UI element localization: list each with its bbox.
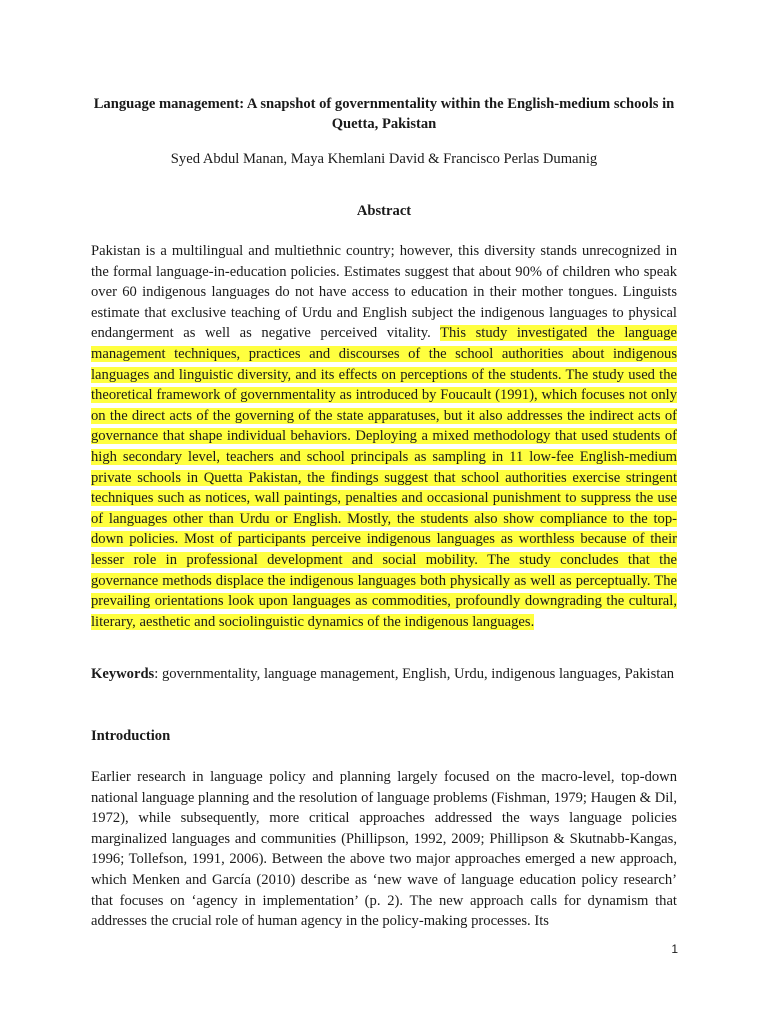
paper-title: Language management: A snapshot of governmentality within the English-medium schools in Quetta, Pakistan (93, 96, 675, 132)
introduction-heading: Introduction (91, 728, 171, 744)
page-number: 1 (671, 942, 678, 956)
introduction-paragraph: Earlier research in language policy and planning largely focused on the macro-level, top-down national language planning and the resolution of language problems (Fishman, 1979; Haugen & Dil, 1972), while subsequently, more critical approaches addressed the ways language policies marginalized languages and communities (Phillipson, 1992, 2009; Phillipson & Skutnabb-Kangas, 1996; Tollefson, 1991, 2006). Between the above two major approaches emerged a new approach, which Menken and García (2010) describe as ‘new wave of language education policy research’ that focuses on ‘agency in implementation’ (p. 2). The new approach calls for dynamism that addresses the crucial role of human agency in the policy-making processes. Its (91, 769, 677, 930)
keywords-text: : governmentality, language management, English, Urdu, indigenous languages, Pakistan (154, 666, 675, 682)
abstract-paragraph (91, 241, 677, 632)
abstract-highlighted-text: This study investigated the language management techniques, practices and discourses of the school authorities about indigenous languages and linguistic diversity, and its effects on perceptions of the students. The study used the theoretical framework of governmentality as introduced by Foucault (1991), which focuses not only on the direct acts of the governing of the state apparatuses, but it also addresses the indirect acts of governance that shape individual behaviors. Deploying a mixed methodology that used students of high secondary level, teachers and school principals as sampling in 11 low-fee English-medium private schools in Quetta Pakistan, the findings suggest that school authorities exercise stringent techniques such as notices, wall paintings, penalties and occasional punishment to suppress the use of languages other than Urdu or English. Mostly, the students also show compliance to the top-down policies. Most of participants perceive indigenous languages as worthless because of their lesser role in professional development and social mobility. The study concludes that the governance methods displace the indigenous languages both physically as well as perceptually. The prevailing orientations look upon languages as commodities, profoundly downgrading the cultural, literary, aesthetic and sociolinguistic dynamics of the indigenous languages. (91, 325, 677, 630)
keywords-paragraph (91, 664, 677, 685)
abstract-heading: Abstract (356, 203, 412, 219)
abstract-text: Pakistan is a multilingual and multiethnic country; however, this diversity stands unrecognized in the formal language-in-education policies. Estimates suggest that about 90% of children who speak over 60 indigenous languages do not have access to education in their mother tongues. Linguists estimate that exclusive teaching of Urdu and English subject the indigenous languages to physical endangerment as well as negative perceived vitality. (91, 243, 677, 342)
keywords-label: Keywords (91, 666, 155, 682)
paper-authors: Syed Abdul Manan, Maya Khemlani David & Francisco Perlas Dumanig (170, 151, 598, 167)
